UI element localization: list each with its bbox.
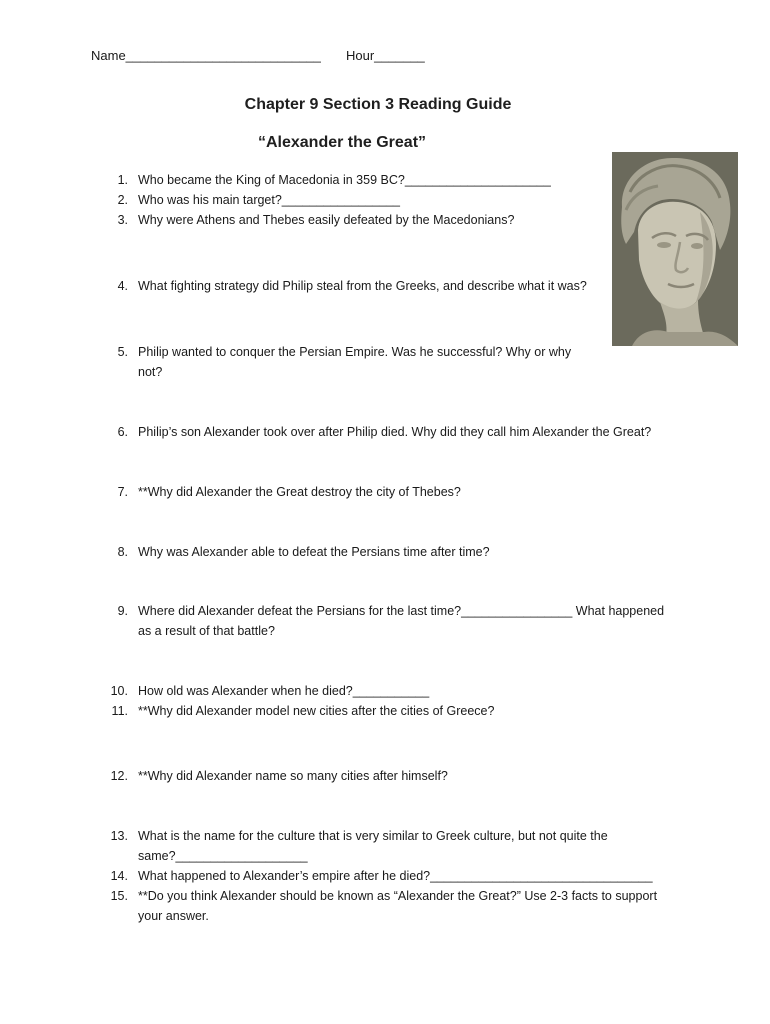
question-number: 15. — [110, 889, 128, 903]
question-number: 5. — [117, 345, 128, 359]
question-text: your answer. — [138, 909, 209, 923]
question-text: What happened to Alexander’s empire after he died?________________________________ — [138, 869, 653, 883]
question-text: What is the name for the culture that is very similar to Greek culture, but not quite the — [138, 829, 608, 843]
page-title: Chapter 9 Section 3 Reading Guide — [244, 96, 512, 113]
question-text: Why were Athens and Thebes easily defeated by the Macedonians? — [138, 213, 515, 227]
question-number: 13. — [110, 829, 128, 843]
question-text: **Why did Alexander name so many cities after himself? — [138, 769, 448, 783]
question-text: How old was Alexander when he died?___________ — [138, 684, 430, 698]
question-number: 2. — [117, 193, 128, 207]
question-number: 8. — [117, 545, 128, 559]
question-text: Philip’s son Alexander took over after Philip died. Why did they call him Alexander the Great? — [138, 425, 652, 439]
question-text: Why was Alexander able to defeat the Persians time after time? — [138, 545, 490, 559]
question-text: Where did Alexander defeat the Persians for the last time?________________ What happened — [138, 604, 665, 618]
question-text: Philip wanted to conquer the Persian Empire. Was he successful? Why or why — [138, 345, 572, 359]
question-text: What fighting strategy did Philip steal from the Greeks, and describe what it was? — [138, 279, 587, 293]
name-field-label: Name___________________________ — [91, 48, 321, 63]
question-text: not? — [138, 365, 163, 379]
question-text: Who was his main target?_________________ — [138, 193, 400, 207]
page-subtitle: “Alexander the Great” — [257, 134, 427, 151]
question-text: **Why did Alexander the Great destroy the city of Thebes? — [138, 485, 461, 499]
question-number: 10. — [110, 684, 128, 698]
question-text: Who became the King of Macedonia in 359 BC?_____________________ — [138, 173, 551, 187]
question-number: 3. — [117, 213, 128, 227]
hour-field-label: Hour_______ — [346, 48, 425, 63]
question-text: **Why did Alexander model new cities after the cities of Greece? — [138, 704, 495, 718]
question-number: 1. — [117, 173, 128, 187]
question-text: **Do you think Alexander should be known as “Alexander the Great?” Use 2-3 facts to support — [138, 889, 658, 903]
question-text: same?___________________ — [138, 849, 308, 863]
question-number: 4. — [117, 279, 128, 293]
question-number: 11. — [111, 704, 128, 718]
question-number: 6. — [117, 425, 128, 439]
question-number: 14. — [110, 869, 128, 883]
question-text: as a result of that battle? — [138, 624, 275, 638]
alexander-bust-icon — [612, 152, 738, 346]
question-number: 9. — [117, 604, 128, 618]
alexander-bust-portrait — [612, 152, 738, 346]
question-number: 12. — [110, 769, 128, 783]
question-number: 7. — [117, 485, 128, 499]
